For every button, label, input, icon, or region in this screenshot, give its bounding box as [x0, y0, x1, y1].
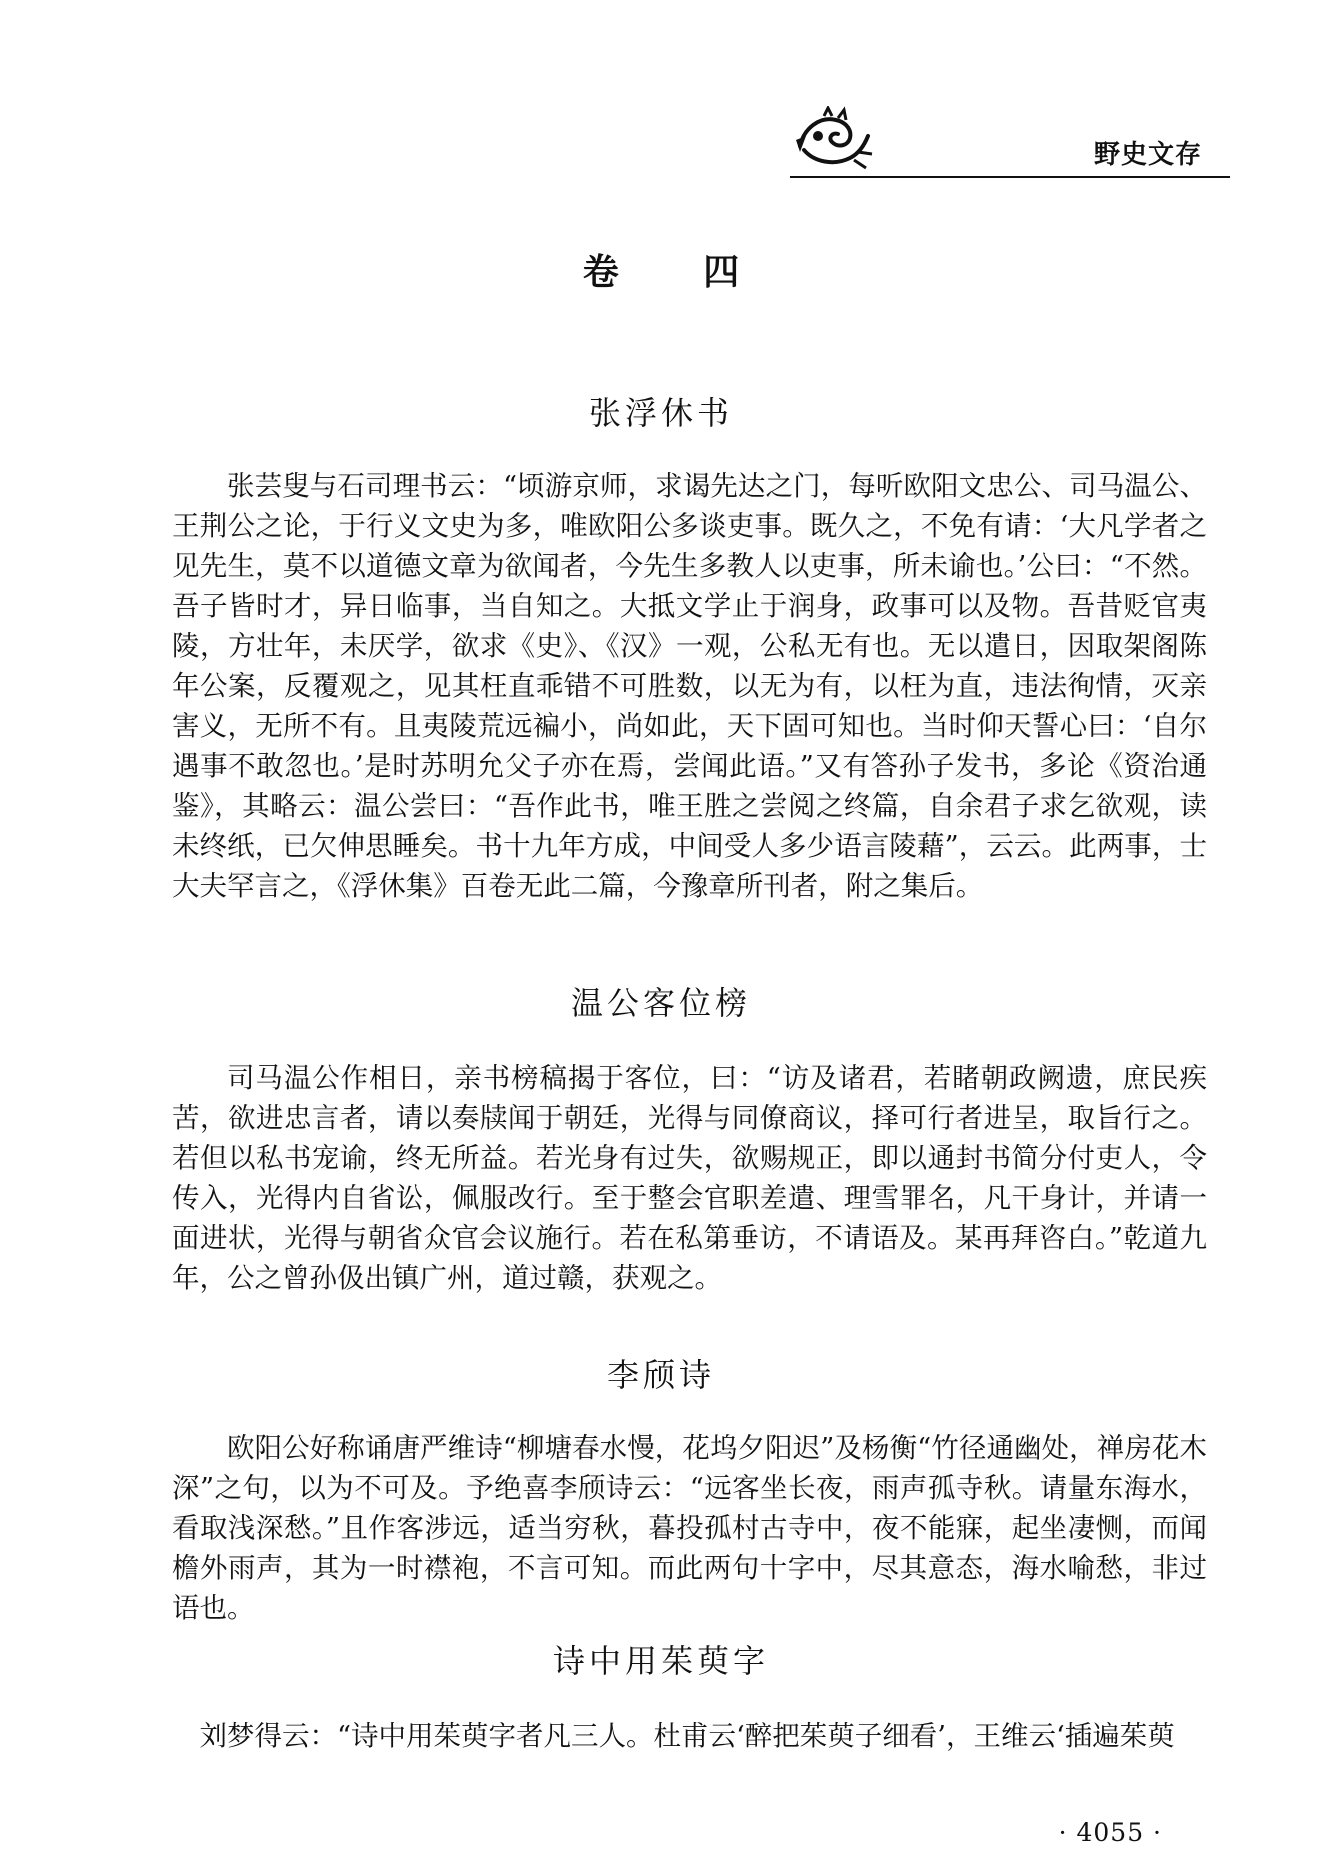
page-number: · 4055 ·: [1058, 1818, 1162, 1847]
section-title: 李颀诗: [606, 1356, 715, 1394]
section-paragraph: 司马温公作相日，亲书榜稿揭于客位，曰：“访及诸君，若睹朝政阙遗，庶民疾苦，欲进忠言者，请以奏牍闻于朝廷，光得与同僚商议，择可行者进呈，取旨行之。若但以私书宠谕，终无所益。若光身有过失，欲赐规正，即以通封书简分付吏人，令传入，光得内自省讼，佩服改行。至于整会官职差遣、理雪罪名，凡干身计，并请一面进状，光得与朝省众官会议施行。若在私第垂访，不请语及。某再拜咨白。”乾道九年，公之曾孙伋出镇广州，道过赣，获观之。: [172, 1062, 1207, 1294]
section-paragraph: 张芸叟与石司理书云：“顷游京师，求谒先达之门，每听欧阳文忠公、司马温公、王荆公之论，于行义文史为多，唯欧阳公多谈吏事。既久之，不免有请：‘大凡学者之见先生，莫不以道德文章为欲闻者，今先生多教人以吏事，所未谕也。’公曰：“不然。吾子皆时才，异日临事，当自知之。大抵文学止于润身，政事可以及物。吾昔贬官夷陵，方壮年，未厌学，欲求《史》、《汉》一观，公私无有也。无以遣日，因取架阁陈年公案，反覆观之，见其枉直乖错不可胜数，以无为有，以枉为直，违法徇情，灭亲害义，无所不有。且夷陵荒远褊小，尚如此，天下固可知也。当时仰天誓心曰：‘自尔遇事不敢忽也。’是时苏明允父子亦在焉，尝闻此语。”又有答孙子发书，多论《资治通鉴》，其略云：温公尝曰：“吾作此书，唯王胜之尝阅之终篇，自余君子求乞欲观，读未终纸，已欠伸思睡矣。书十九年方成，中间受人多少语言陵藉”，云云。此两事，士大夫罕言之，《浮休集》百卷无此二篇，今豫章所刊者，附之集后。: [172, 470, 1207, 902]
dragon-emblem-icon: [794, 106, 874, 172]
section-paragraph: 欧阳公好称诵唐严维诗“柳塘春水慢，花坞夕阳迟”及杨衡“竹径通幽处，禅房花木深”之句，以为不可及。予绝喜李颀诗云：“远客坐长夜，雨声孤寺秋。请量东海水，看取浅深愁。”且作客涉远，适当穷秋，暮投孤村古寺中，夜不能寐，起坐凄恻，而闻檐外雨声，其为一时襟袍，不言可知。而此两句十字中，尽其意态，海水喻愁，非过语也。: [172, 1432, 1207, 1624]
header-rule: [790, 176, 1230, 178]
section-title: 温公客位榜: [570, 984, 751, 1022]
section-title: 张浮休书: [588, 394, 733, 432]
running-header: [790, 100, 1230, 180]
series-title: 野史文存: [1093, 140, 1202, 170]
section-paragraph: 刘梦得云：“诗中用茱萸字者凡三人。杜甫云‘醉把茱萸子细看’，王维云‘插遍茱萸: [199, 1720, 1175, 1752]
section-title: 诗中用茱萸字: [552, 1642, 769, 1680]
volume-title: 卷 四: [582, 252, 776, 293]
